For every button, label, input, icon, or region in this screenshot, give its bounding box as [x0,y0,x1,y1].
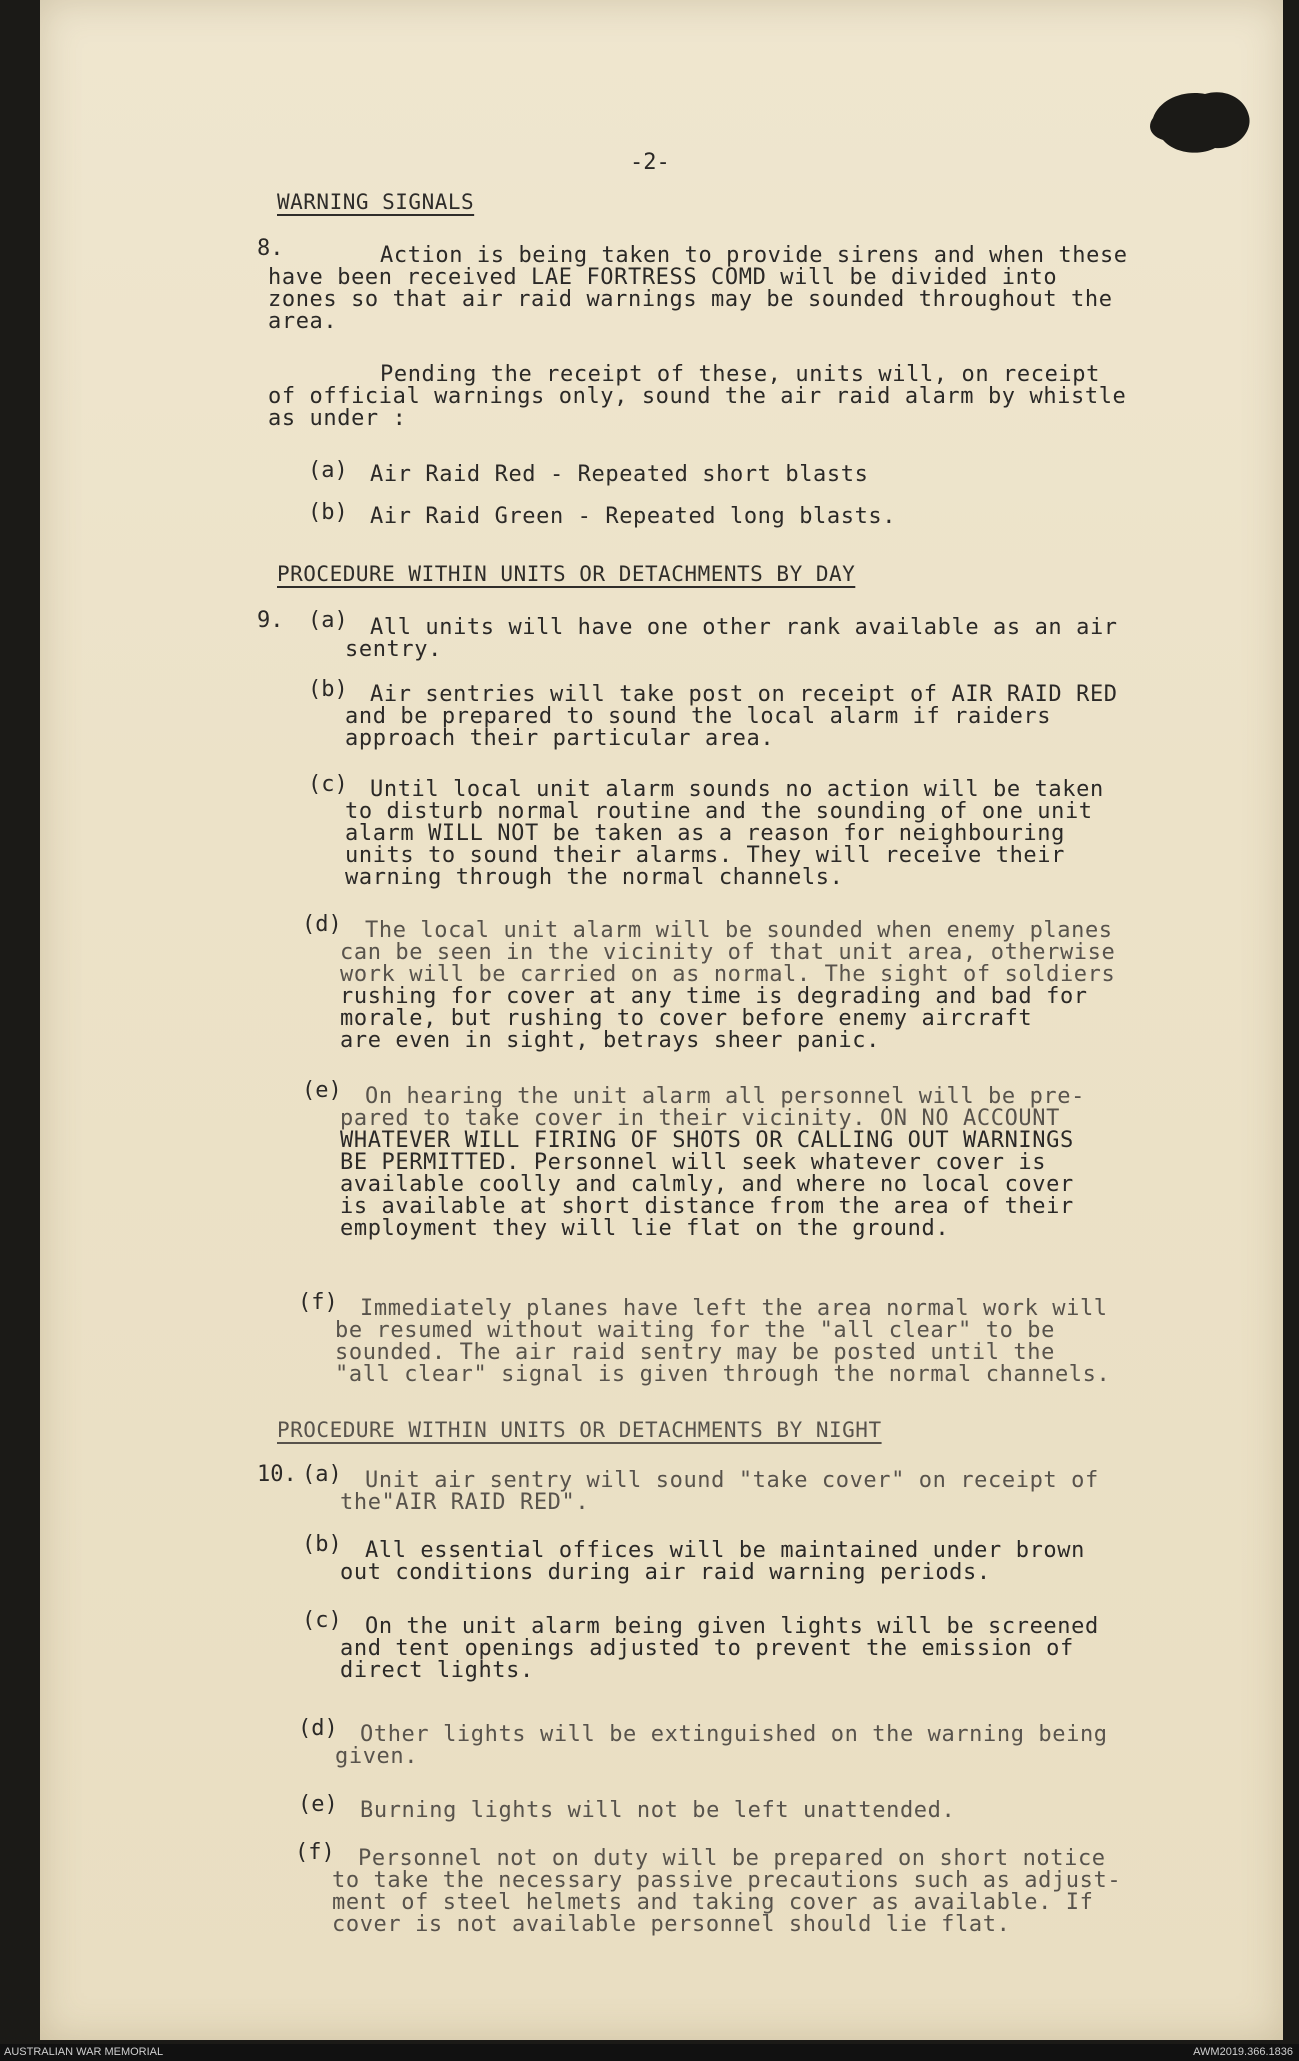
text-line: out conditions during air raid warning periods. [340,1560,991,1585]
text-line: work will be carried on as normal. The sight of soldiers [340,962,1116,987]
text-line: approach their particular area. [345,726,775,751]
text-line: warning through the normal channels. [345,865,844,890]
text-line: direct lights. [340,1658,534,1683]
text-line: rushing for cover at any time is degrading and bad for [340,984,1088,1009]
text-line: Burning lights will not be left unattended. [360,1798,956,1823]
text-line: zones so that air raid warnings may be sounded throughout the [268,287,1113,312]
text-line: Immediately planes have left the area normal work will [360,1296,1108,1321]
document-page [40,0,1283,2040]
text-line: to take the necessary passive precautions such as adjust- [332,1868,1122,1893]
text-line: pared to take cover in their vicinity. ON NO ACCOUNT [340,1106,1060,1131]
text-line: cover is not available personnel should lie flat. [332,1912,1011,1937]
text-line: as under : [268,406,407,431]
text-line: can be seen in the vicinity of that unit area, otherwise [340,940,1116,965]
text-line: be resumed without waiting for the "all clear" to be [335,1318,1055,1343]
text-line: and be prepared to sound the local alarm if raiders [345,704,1052,729]
text-line: Air sentries will take post on receipt of AIR RAID RED [370,682,1118,707]
heading-procedure-by-day: PROCEDURE WITHIN UNITS OR DETACHMENTS BY DAY [277,562,856,586]
page-number: -2- [630,150,670,175]
item-label: (f) [298,1290,338,1315]
footer-institution: AUSTRALIAN WAR MEMORIAL [4,2046,164,2058]
signal-air-raid-green: Air Raid Green - Repeated long blasts. [370,504,897,529]
item-label: (f) [295,1840,335,1865]
text-line: units to sound their alarms. They will receive their [345,843,1065,868]
text-line: All units will have one other rank available as an air [370,615,1118,640]
text-line: ment of steel helmets and taking cover as available. If [332,1890,1094,1915]
text-line: The local unit alarm will be sounded when enemy planes [365,918,1113,943]
item-label: (b) [308,677,348,702]
item-label: (d) [298,1716,338,1741]
heading-warning-signals: WARNING SIGNALS [277,190,475,214]
text-line: the"AIR RAID RED". [340,1490,590,1515]
text-line: Personnel not on duty will be prepared on short notice [358,1846,1106,1871]
item-label: (d) [302,912,342,937]
para-number-8: 8. [257,236,284,261]
archive-footer [0,2044,1299,2061]
text-line: area. [268,309,338,334]
para-number-10: 10. [257,1462,297,1487]
text-line: Unit air sentry will sound "take cover" on receipt of [365,1468,1099,1493]
text-line: On the unit alarm being given lights will be screened [365,1614,1099,1639]
para-number-9: 9. [257,608,284,633]
item-label: (e) [302,1078,342,1103]
text-line: Pending the receipt of these, units will, on receipt [380,362,1100,387]
signal-air-raid-red: Air Raid Red - Repeated short blasts [370,462,869,487]
text-line: and tent openings adjusted to prevent the emission of [340,1636,1074,1661]
text-line: employment they will lie flat on the ground. [340,1216,950,1241]
text-line: are even in sight, betrays sheer panic. [340,1028,880,1053]
text-line: have been received LAE FORTRESS COMD will be divided into [268,265,1058,290]
item-label: (c) [302,1608,342,1633]
item-label: (a) [302,1462,342,1487]
item-label: (b) [308,500,348,525]
text-line: On hearing the unit alarm all personnel will be pre- [365,1084,1085,1109]
text-line: Action is being taken to provide sirens and when these [380,243,1128,268]
text-line: WHATEVER WILL FIRING OF SHOTS OR CALLING OUT WARNINGS [340,1128,1074,1153]
text-line: All essential offices will be maintained under brown [365,1538,1085,1563]
text-line: Other lights will be extinguished on the warning being [360,1722,1108,1747]
text-line: Until local unit alarm sounds no action will be taken [370,777,1104,802]
text-line: sounded. The air raid sentry may be posted until the [335,1340,1055,1365]
item-label: (b) [302,1532,342,1557]
text-line: given. [335,1744,419,1769]
paper-damage-hole [1145,88,1255,158]
text-line: available coolly and calmly, and where no local cover [340,1172,1074,1197]
text-line: to disturb normal routine and the sounding of one unit [345,799,1093,824]
text-line: BE PERMITTED. Personnel will seek whatever cover is [340,1150,1047,1175]
text-line: "all clear" signal is given through the normal channels. [335,1362,1111,1387]
text-line: of official warnings only, sound the air raid alarm by whistle [268,384,1127,409]
item-label: (e) [298,1792,338,1817]
text-line: sentry. [345,637,442,662]
text-line: is available at short distance from the area of their [340,1194,1074,1219]
item-label: (c) [308,772,348,797]
item-label: (a) [308,608,348,633]
footer-accession-number: AWM2019.366.1836 [1193,2046,1293,2058]
item-label: (a) [308,458,348,483]
text-line: alarm WILL NOT be taken as a reason for neighbouring [345,821,1065,846]
text-line: morale, but rushing to cover before enemy aircraft [340,1006,1033,1031]
heading-procedure-by-night: PROCEDURE WITHIN UNITS OR DETACHMENTS BY NIGHT [277,1418,882,1442]
